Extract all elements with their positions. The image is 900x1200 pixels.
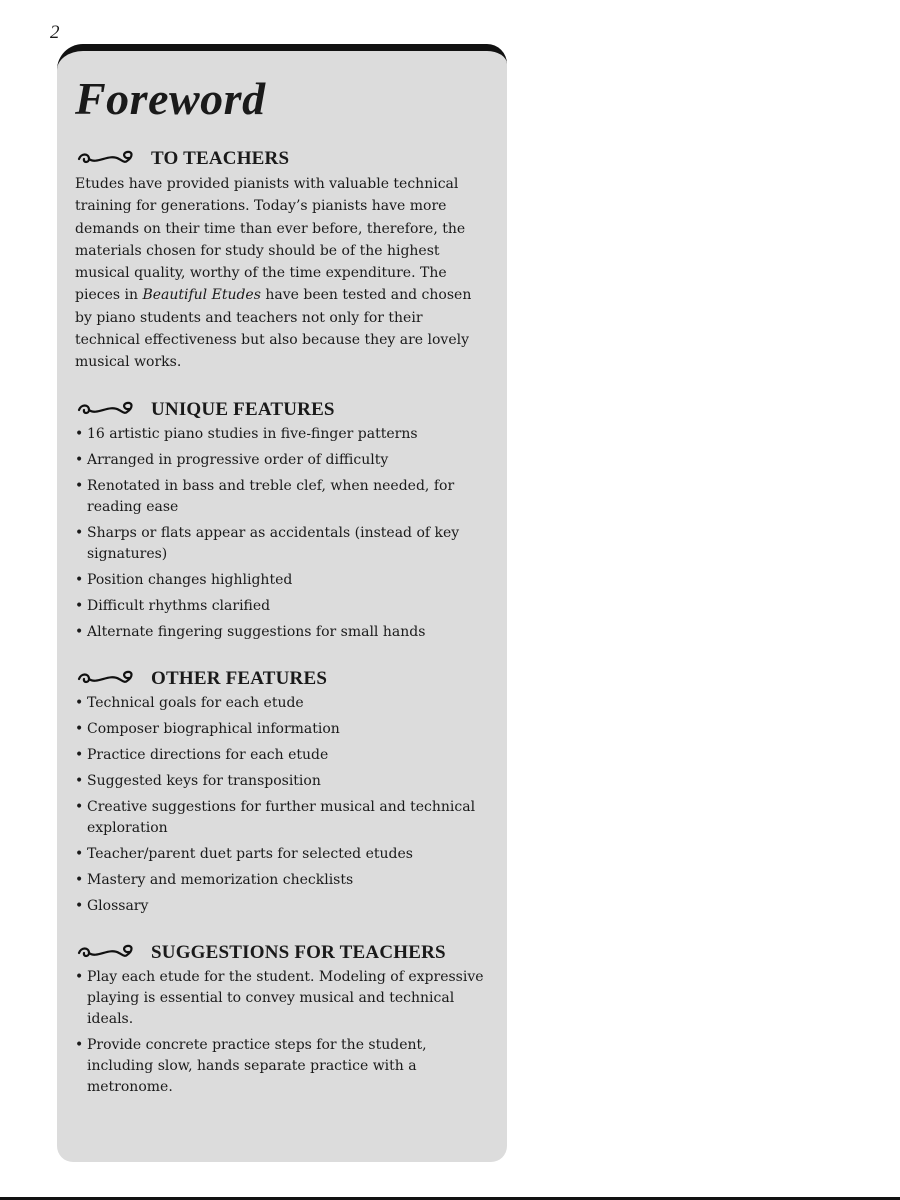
list-item: • Alternate fingering suggestions for small hands [75,622,487,643]
foreword-content [75,71,487,1122]
section-heading [75,941,487,965]
list-item: • Provide concrete practice steps for the student, including slow, hands separate practice with a metronome. [75,1035,487,1098]
list-item: • Technical goals for each etude [75,693,487,714]
section-suggestions [75,941,487,1098]
flourish-icon [75,149,137,169]
list-item: • Glossary [75,896,487,917]
list-item: • Composer biographical information [75,719,487,740]
page-number: 2 [50,22,60,43]
section-unique-features [75,398,487,643]
book-title: Beautiful Etudes [142,287,261,304]
page-title: Foreword [75,73,266,124]
list-item: • Position changes highlighted [75,570,487,591]
list-item: • Arranged in progressive order of difficulty [75,450,487,471]
section-title: UNIQUE FEATURES [151,398,335,420]
section-to-teachers [75,147,487,374]
paragraph-text: have been tested and chosen by piano students and teachers not only for their technical effectiveness but also because they are lovely musical works. [75,287,472,371]
list-item: • Difficult rhythms clarified [75,596,487,617]
list-item: • Mastery and memorization checklists [75,870,487,891]
section-title: SUGGESTIONS FOR TEACHERS [151,941,446,963]
list-item: • Play each etude for the student. Modeling of expressive playing is essential to convey musical and technical ideals. [75,967,487,1030]
list-item: • Creative suggestions for further musical and technical exploration [75,797,487,839]
list-item: • Suggested keys for transposition [75,771,487,792]
list-item: • Teacher/parent duet parts for selected etudes [75,844,487,865]
other-features-list [75,693,487,917]
section-other-features [75,667,487,917]
foreword-panel [57,44,507,1162]
section-title: TO TEACHERS [151,148,290,169]
flourish-icon [75,669,137,689]
list-item: • Practice directions for each etude [75,745,487,766]
section-heading [75,147,487,171]
list-item: • Renotated in bass and treble clef, when needed, for reading ease [75,476,487,518]
list-item: • 16 artistic piano studies in five-finger patterns [75,424,487,445]
flourish-icon [75,400,137,420]
paragraph-text: Etudes have provided pianists with valuable technical training for generations. Today’s pianists have more demands on their time than ever before, therefore, the materials chosen for study should be of the highest musical quality, worthy of the time expenditure. The pieces in [75,176,466,304]
list-item: • Sharps or flats appear as accidentals (instead of key signatures) [75,523,487,565]
suggestions-list [75,967,487,1098]
flourish-icon [75,943,137,963]
section-heading [75,667,487,691]
teachers-paragraph [75,173,487,374]
section-title: OTHER FEATURES [151,667,328,689]
unique-features-list [75,424,487,643]
section-heading [75,398,487,422]
